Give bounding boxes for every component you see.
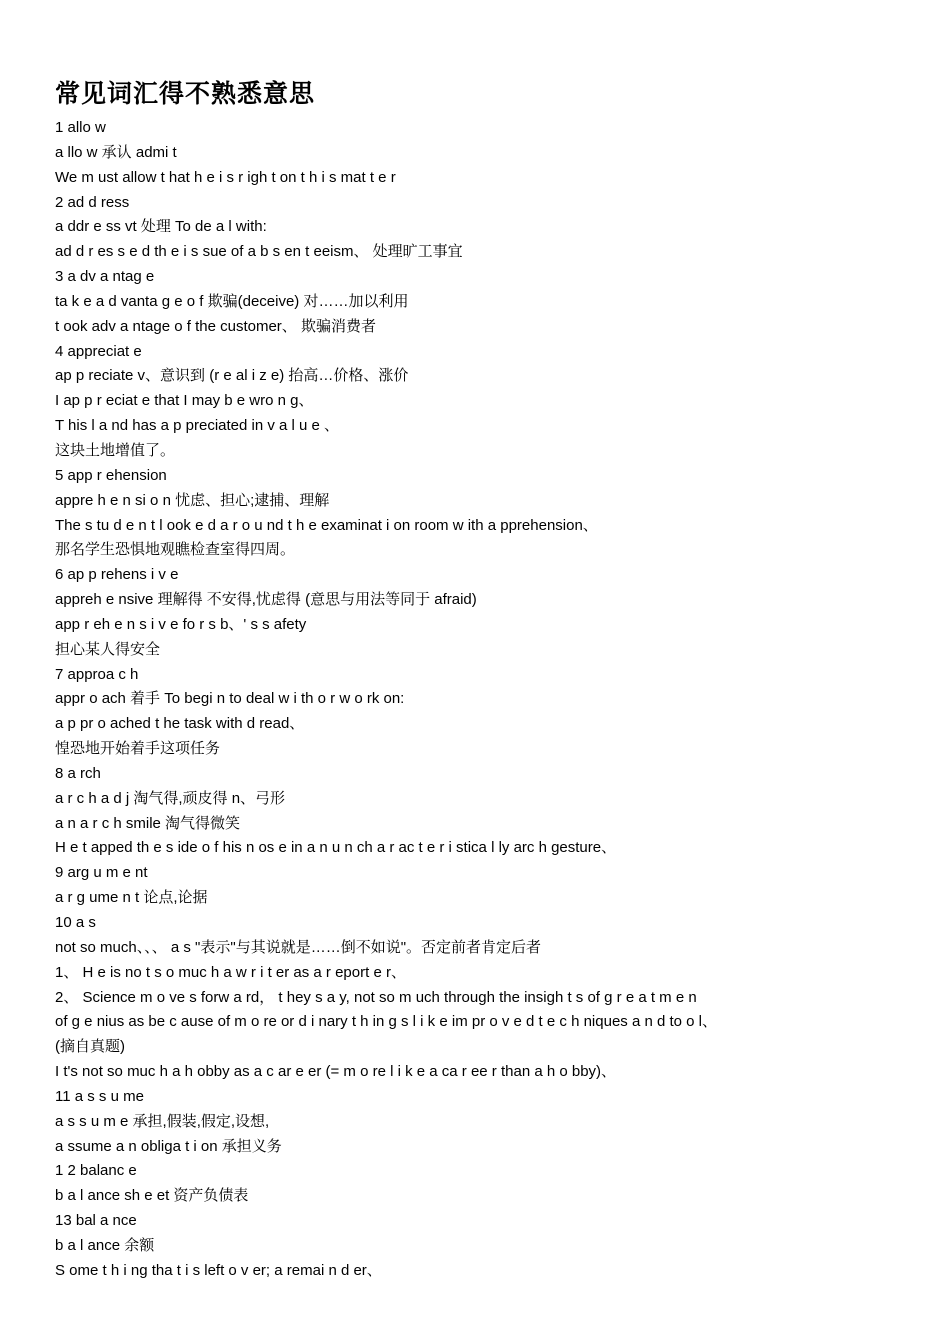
text-line: ad d r es s e d th e i s sue of a b s en t eeism、 处理旷工事宜 <box>55 243 463 261</box>
text-line: 惶恐地开始着手这项任务 <box>55 740 221 758</box>
text-line: 1、 H e is no t s o muc h a w r i t er as a r eport e r、 <box>55 963 406 981</box>
document-body <box>55 116 905 1284</box>
text-line: 1 2 balanc e <box>55 1162 137 1180</box>
text-line: S ome t h i ng tha t i s left o v er; a remai n d er、 <box>55 1261 382 1279</box>
text-line: 7 approa c h <box>55 665 139 683</box>
text-line: a n a r c h smile 淘气得微笑 <box>55 814 241 832</box>
text-line: 6 ap p rehens i v e <box>55 566 179 584</box>
text-line: 1 allo w <box>55 119 106 136</box>
text-line: 担心某人得安全 <box>55 640 161 658</box>
text-line: 13 bal a nce <box>55 1212 137 1230</box>
text-line: 那名学生恐惧地观瞧检查室得四周。 <box>55 541 296 559</box>
text-line: a ddr e ss vt 处理 To de a l with: <box>55 218 267 236</box>
text-line: 10 a s <box>55 914 96 931</box>
text-line: a r c h a d j 淘气得,顽皮得 n、弓形 <box>55 789 286 807</box>
text-line: 8 a rch <box>55 764 101 782</box>
text-line: T his l a nd has a p preciated in v a l u e 、 <box>55 417 340 435</box>
text-line: app r eh e n s i v e fo r s b、' s s afety <box>55 615 307 633</box>
text-line: a p pr o ached t he task with d read、 <box>55 715 305 733</box>
text-line: 2、 Science m o ve s forw a rd， t hey s a y, not so m uch through the insigh t s of g r e a t m e n <box>55 988 697 1006</box>
text-line: I t's not so muc h a h obby as a c ar e er (= m o re l i k e a ca r ee r than a h o bby)、 <box>55 1063 617 1081</box>
text-line: a s s u m e 承担,假装,假定,设想, <box>55 1112 270 1130</box>
text-line: a r g ume n t 论点,论据 <box>55 889 208 907</box>
text-line: We m ust allow t hat h e i s r igh t on t h i s mat t e r <box>55 168 396 186</box>
text-line: 5 app r ehension <box>55 466 167 484</box>
text-line: not so much、、、 a s "表示"与其说就是……倒不如说"。否定前者肯定后者 <box>55 938 542 956</box>
text-line: 这块土地增值了。 <box>55 441 176 459</box>
text-line: b a l ance sh e et 资产负债表 <box>55 1187 249 1205</box>
text-line: ta k e a d vanta g e o f 欺骗(deceive) 对……加以利用 <box>55 292 409 310</box>
text-line: 2 ad d ress <box>55 193 130 211</box>
document-title: 常见词汇得不熟悉意思 <box>55 79 316 108</box>
text-line: a llo w 承认 admi t <box>55 143 177 161</box>
text-line: appre h e n si o n 忧虑、担心;逮捕、理解 <box>55 491 330 509</box>
text-line: 3 a dv a ntag e <box>55 268 155 286</box>
text-line: ap p reciate v、意识到 (r e al i z e) 抬高…价格、涨价 <box>55 367 409 385</box>
text-line: H e t apped th e s ide o f his n os e in a n u n ch a r ac t e r i stica l ly arc h gesture、 <box>55 839 617 857</box>
text-line: appr o ach 着手 To begi n to deal w i th o r w o rk on: <box>55 690 405 708</box>
text-line: t ook adv a ntage o f the customer、 欺骗消费者 <box>55 317 376 335</box>
text-line: of g e nius as be c ause of m o re or d i nary t h in g s l i k e im pr o v e d t e c h niques a n d to o l、 <box>55 1013 717 1031</box>
text-line: 11 a s s u me <box>55 1087 144 1105</box>
text-line: (摘自真题) <box>55 1038 125 1056</box>
text-line: a ssume a n obliga t i on 承担义务 <box>55 1137 282 1155</box>
text-line: 9 arg u m e nt <box>55 864 148 882</box>
text-line: appreh e nsive 理解得 不安得,忧虑得 (意思与用法等同于 afraid) <box>55 591 477 609</box>
text-line: 4 appreciat e <box>55 342 142 360</box>
text-line: I ap p r eciat e that I may b e wro n g、 <box>55 392 314 410</box>
text-line: The s tu d e n t l ook e d a r o u nd t h e examinat i on room w ith a pprehension、 <box>55 516 598 534</box>
text-line: b a l ance 余额 <box>55 1236 155 1254</box>
